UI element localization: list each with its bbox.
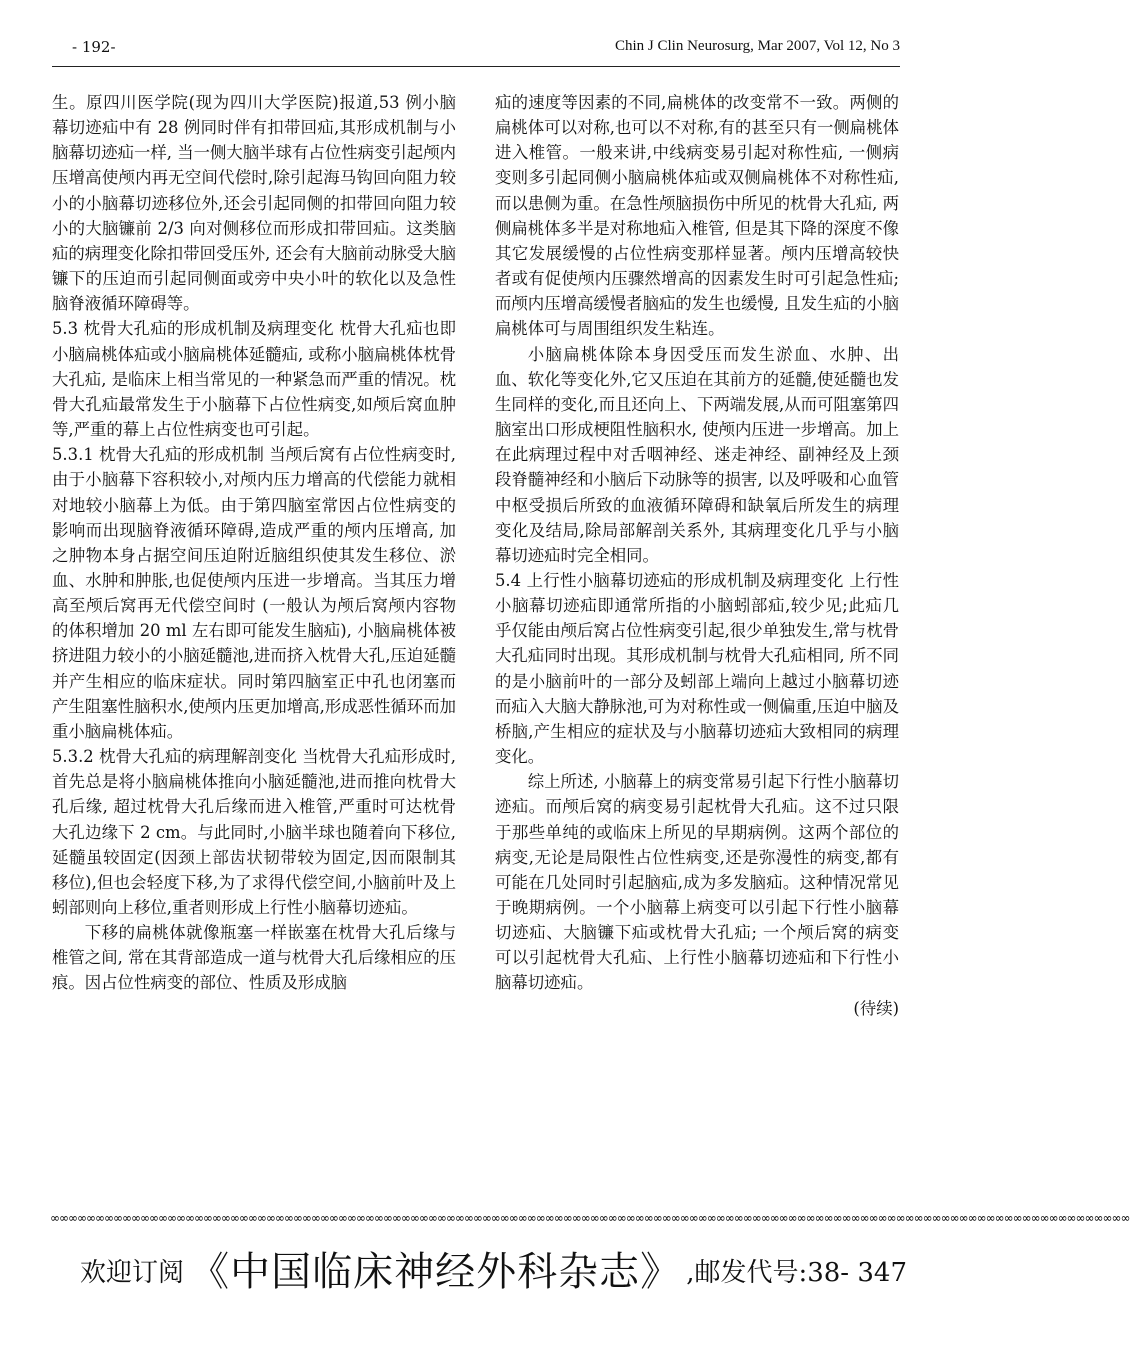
left-column: [52, 90, 456, 996]
journal-citation: Chin J Clin Neurosurg, Mar 2007, Vol 12, No 3: [614, 38, 900, 54]
paragraph: 5.4 上行性小脑幕切迹疝的形成机制及病理变化 上行性小脑幕切迹疝即通常所指的小脑蚓部疝,较少见;此疝几乎仅能由颅后窝占位性病变引起,很少单独发生,常与枕骨大孔疝同时出现。其形成机制与枕骨大孔疝相同, 所不同的是小脑前叶的一部分及蚓部上端向上越过小脑幕切迹而疝入大脑大静脉池,可为对称性或一侧偏重,压迫中脑及桥脑,产生相应的症状及与小脑幕切迹疝大致相同的病理变化。: [495, 570, 899, 767]
continued-note: (待续): [853, 998, 899, 1018]
paragraph: 综上所述, 小脑幕上的病变常易引起下行性小脑幕切迹疝。而颅后窝的病变易引起枕骨大孔疝。这不过只限于那些单纯的或临床上所见的早期病例。这两个部位的病变,无论是局限性占位性病变,还是弥漫性的病变,都有可能在几处同时引起脑疝,成为多发脑疝。这种情况常见于晚期病例。一个小脑幕上病变可以引起下行性小脑幕切迹疝、大脑镰下疝或枕骨大孔疝; 一个颅后窝的病变可以引起枕骨大孔疝、上行性小脑幕切迹疝和下行性小脑幕切迹疝。: [495, 772, 899, 993]
subscription-banner: [80, 1240, 907, 1304]
paragraph: 生。原四川医学院(现为四川大学医院)报道,53 例小脑幕切迹疝中有 28 例同时伴有扣带回疝,其形成机制与小脑幕切迹疝一样, 当一侧大脑半球有占位性病变引起颅内压增高使颅内再无空间代偿时,除引起海马钩回向阻力较小的小脑幕切迹移位外,还会引起同侧的扣带回向阻力较小的大脑镰前 2/3 向对侧移位而形成扣带回疝。这类脑疝的病理变化除扣带回受压外, 还会有大脑前动脉受大脑镰下的压迫而引起同侧面或旁中央小叶的软化以及急性脑脊液循环障碍等。: [52, 93, 456, 314]
banner-journal-title: 《中国临床神经外科杂志》: [189, 1249, 682, 1295]
paragraph: 5.3 枕骨大孔疝的形成机制及病理变化 枕骨大孔疝也即小脑扁桃体疝或小脑扁桃体延髓疝, 或称小脑扁桃体枕骨大孔疝, 是临床上相当常见的一种紧急而严重的情况。枕骨大孔疝最常发生于小脑幕下占位性病变,如颅后窝血肿等,严重的幕上占位性病变也可引起。: [52, 319, 456, 440]
banner-lead: 欢迎订阅: [80, 1258, 185, 1288]
header-rule: [52, 66, 900, 67]
decorative-divider: ∞∞∞∞∞∞∞∞∞∞∞∞∞∞∞∞∞∞∞∞∞∞∞∞∞∞∞∞∞∞∞∞∞∞∞∞∞∞∞∞∞∞∞∞∞∞∞∞∞∞∞∞∞∞∞∞∞∞∞∞∞∞∞∞∞∞∞∞∞∞∞∞∞∞∞∞∞∞∞∞∞∞∞∞∞∞∞∞∞∞∞∞∞∞∞∞∞∞∞∞∞∞∞∞∞∞∞∞∞∞∞∞∞∞∞∞∞∞∞∞: [50, 1211, 1130, 1225]
paragraph: 下移的扁桃体就像瓶塞一样嵌塞在枕骨大孔后缘与椎管之间, 常在其背部造成一道与枕骨大孔后缘相应的压痕。因占位性病变的部位、性质及形成脑: [52, 923, 456, 993]
paragraph: 小脑扁桃体除本身因受压而发生淤血、水肿、出血、软化等变化外,它又压迫在其前方的延髓,使延髓也发生同样的变化,而且还向上、下两端发展,从而可阻塞第四脑室出口形成梗阻性脑积水, 使颅内压进一步增高。加上在此病理过程中对舌咽神经、迷走神经、副神经及上颈段脊髓神经和小脑后下动脉等的损害, 以及呼吸和心血管中枢受损后所致的血液循环障碍和缺氧后所发生的病理变化及结局,除局部解剖关系外, 其病理变化几乎与小脑幕切迹疝时完全相同。: [495, 344, 899, 565]
paragraph: 5.3.1 枕骨大孔疝的形成机制 当颅后窝有占位性病变时,由于小脑幕下容积较小,对颅内压力增高的代偿能力就相对地较小脑幕上为低。由于第四脑室常因占位性病变的影响而出现脑脊液循环障碍,造成严重的颅内压增高, 加之肿物本身占据空间压迫附近脑组织使其发生移位、淤血、水肿和肿胀,也促使颅内压进一步增高。当其压力增高至颅后窝再无代偿空间时 (一般认为颅后窝颅内容物的体积增加 20 ml 左右即可能发生脑疝), 小脑扁桃体被挤进阻力较小的小脑延髓池,进而挤入枕骨大孔,压迫延髓并产生相应的临床症状。同时第四脑室正中孔也闭塞而产生阻塞性脑积水,使颅内压更加增高,形成恶性循环而加重小脑扁桃体疝。: [52, 445, 456, 741]
paragraph: 疝的速度等因素的不同,扁桃体的改变常不一致。两侧的扁桃体可以对称,也可以不对称,有的甚至只有一侧扁桃体进入椎管。一般来讲,中线病变易引起对称性疝, 一侧病变则多引起同侧小脑扁桃体疝或双侧扁桃体不对称性疝,而以患侧为重。在急性颅脑损伤中所见的枕骨大孔疝, 两侧扁桃体多半是对称地疝入椎管, 但是其下降的深度不像其它发展缓慢的占位性病变那样显著。颅内压增高较快者或有促使颅内压骤然增高的因素发生时可引起急性疝; 而颅内压增高缓慢者脑疝的发生也缓慢, 且发生疝的小脑扁桃体可与周围组织发生粘连。: [495, 93, 899, 339]
page-number: - 192-: [72, 38, 116, 56]
paragraph: 5.3.2 枕骨大孔疝的病理解剖变化 当枕骨大孔疝形成时,首先总是将小脑扁桃体推向小脑延髓池,进而推向枕骨大孔后缘, 超过枕骨大孔后缘而进入椎管,严重时可达枕骨大孔边缘下 2 cm。与此同时,小脑半球也随着向下移位,延髓虽较固定(因颈上部齿状韧带较为固定,因而限制其移位),但也会轻度下移,为了求得代偿空间,小脑前叶及上蚓部则向上移位,重者则形成上行性小脑幕切迹疝。: [52, 747, 456, 917]
right-column: [495, 90, 899, 1021]
page-header: [52, 38, 900, 62]
banner-postal-code: ,邮发代号:38- 347: [686, 1258, 907, 1288]
